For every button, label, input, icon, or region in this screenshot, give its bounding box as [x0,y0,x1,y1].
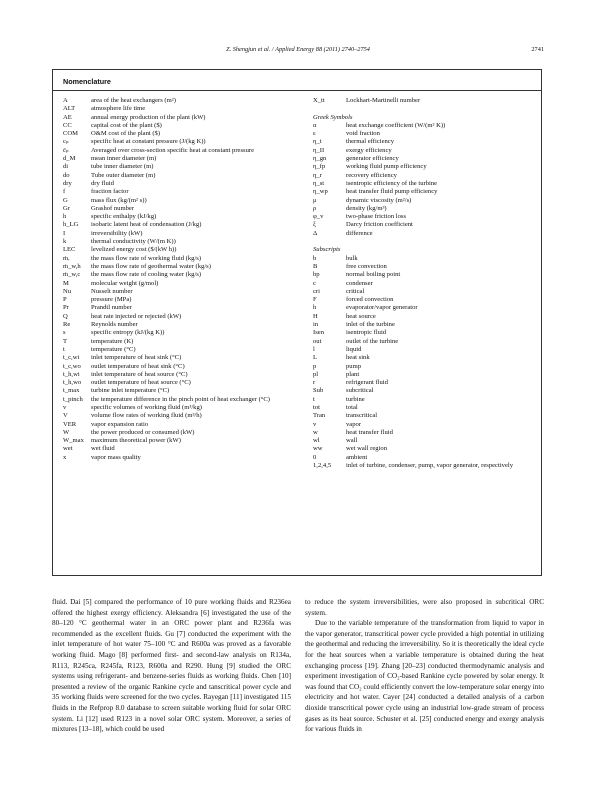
nomenclature-entry [313,363,535,371]
entry-definition: evaporator/vapor generator [346,304,418,312]
entry-symbol: M [63,279,69,287]
entry-symbol: P [63,296,67,304]
entry-definition: outlet temperature of heat sink (°C) [91,362,185,370]
right-top-list [313,97,535,105]
entry-symbol: LEC [63,246,76,254]
page-number: 2741 [531,46,544,53]
entry-definition: capital cost of the plant ($) [91,121,162,129]
entry-symbol: v [313,420,317,428]
nomenclature-entry [313,205,535,213]
entry-definition: forced convection [346,296,394,304]
nomenclature-entry [63,122,315,130]
body-text-right-column [305,597,544,735]
entry-definition: Prandtl number [91,304,132,312]
entry-definition: area of the heat exchangers (m²) [91,97,176,104]
nomenclature-entry [63,138,315,146]
entry-definition: turbine [346,395,365,403]
entry-symbol: k [63,238,67,246]
entry-symbol: t_h,wo [63,379,82,387]
nomenclature-entry [313,271,535,279]
entry-symbol: Sub [313,387,324,395]
entry-definition: temperature (K) [91,337,134,345]
entry-symbol: t_pinch [63,395,83,403]
entry-definition: vapor mass quality [91,453,141,461]
nomenclature-entry [63,363,315,371]
entry-definition: void fraction [346,130,380,138]
entry-definition: inlet of turbine, condenser, pump, vapor generator, respectively [346,462,514,470]
entry-definition: pressure (MPa) [91,296,132,304]
entry-definition: annual energy production of the plant (kW) [91,113,206,121]
entry-symbol: b [313,254,317,262]
entry-definition: molecular weight (g/mol) [91,279,159,287]
entry-definition: dry fluid [91,179,114,187]
entry-definition: outlet of the turbine [346,337,399,345]
entry-definition: Tube outer diameter (m) [91,171,156,179]
nomenclature-entry [313,396,535,404]
entry-symbol: 1,2,4,5 [313,462,332,470]
entry-definition: recovery efficiency [346,171,397,179]
entry-definition: total [346,403,358,411]
entry-symbol: s [63,329,66,337]
journal-citation: Z. Shengjun et al. / Applied Energy 88 (2011) 2740–2754 [226,46,370,53]
entry-symbol: ṁᵣ [63,254,70,262]
entry-symbol: v [63,403,67,411]
nomenclature-entry [313,412,535,420]
entry-symbol: Isen [313,329,324,337]
entry-symbol: cₚ [63,138,69,146]
entry-symbol: t [63,345,65,353]
nomenclature-entry [63,97,315,105]
entry-definition: Lockhart-Martinelli number [346,97,421,104]
entry-definition: subcritical [346,387,374,395]
entry-definition: irreversibility (kW) [91,229,143,237]
entry-definition: critical [346,287,365,295]
entry-definition: specific entropy (kJ/(kg K)) [91,329,165,337]
entry-definition: heat exchange coefficient (W/(m² K)) [346,121,446,129]
nomenclature-entry [313,437,535,445]
entry-symbol: wet [63,445,73,453]
entry-definition: inlet of the turbine [346,321,395,329]
entry-definition: dynamic viscosity (m²/s) [346,196,412,204]
entry-symbol: t [313,395,315,403]
nomenclature-entry [63,105,315,113]
subscripts-list [313,255,535,471]
entry-symbol: Q [63,312,68,320]
nomenclature-entry [313,346,535,354]
spacer [313,238,535,246]
nomenclature-entry [313,354,535,362]
nomenclature-entry [313,379,535,387]
entry-definition: levelized energy cost ($/(kW h)) [91,246,177,254]
nomenclature-entry [313,221,535,229]
nomenclature-entry [63,255,315,263]
entry-definition: turbine inlet temperature (°C) [91,387,170,395]
nomenclature-entry [313,163,535,171]
entry-symbol: ALT [63,105,76,113]
entry-definition: ambient [346,453,368,461]
nomenclature-entry [63,172,315,180]
nomenclature-entry [313,147,535,155]
entry-definition: transcritical [346,412,378,420]
nomenclature-entry [313,304,535,312]
entry-definition: difference [346,229,373,237]
entry-definition: pump [346,362,362,370]
entry-symbol: A [63,97,68,104]
entry-symbol: B [313,262,318,270]
nomenclature-entry [63,454,315,462]
entry-symbol: X_tt [313,97,325,104]
nomenclature-entry [63,246,315,254]
entry-definition: tube inner diameter (m) [91,163,154,171]
entry-definition: bulk [346,254,358,262]
entry-definition: specific heat at constant pressure (J/(kg K)) [91,138,206,146]
nomenclature-entry [313,313,535,321]
entry-symbol: f [63,188,66,196]
nomenclature-entry [63,379,315,387]
entry-symbol: W_max [63,437,84,445]
entry-definition: mass flux (kg/(m² s)) [91,196,147,204]
entry-symbol: VER [63,420,77,428]
nomenclature-entry [313,404,535,412]
entry-symbol: c [313,279,316,287]
nomenclature-entry [63,180,315,188]
nomenclature-entry [313,296,535,304]
nomenclature-entry [63,429,315,437]
nomenclature-entry [313,429,535,437]
entry-definition: heat rate injected or rejected (kW) [91,312,182,320]
nomenclature-entry [313,213,535,221]
nomenclature-entry [313,462,535,470]
entry-symbol: AE [63,113,72,121]
entry-symbol: t_h,wi [63,370,80,378]
entry-symbol: η_gn [313,155,327,163]
nomenclature-box [52,69,542,576]
nomenclature-right-column [313,97,535,470]
entry-symbol: ṁ_w,c [63,271,81,279]
nomenclature-entry [63,221,315,229]
entry-symbol: r [313,379,316,387]
entry-symbol: μ [313,196,317,204]
nomenclature-entry [63,412,315,420]
entry-definition: inlet temperature of heat source (°C) [91,370,188,378]
nomenclature-entry [63,114,315,122]
entry-symbol: G [63,196,68,204]
entry-definition: the power produced or consumed (kW) [91,428,195,436]
nomenclature-entry [313,263,535,271]
entry-symbol: Δ [313,229,318,237]
nomenclature-entry [313,445,535,453]
body-paragraph: Due to the variable temperature of the transformation from liquid to vapor in the vapor generator, transcritical power cycle provided a high potential in utilizing the geothermal and reducing the irreversibility. So it is theoretically the ideal cycle for the heat sources when a variable temperature is obtained during the heat exchanging process [19]. Zhang [20–23] conducted thermodynamic analysis and experiment investigation of CO₂-based Rankine cycle powered by solar energy. It was found that CO₂ could efficiently convert the low-temperature solar energy into electricity and hot water. Cayer [24] conducted a detailed analysis of a carbon dioxide transcritical power cycle using an industrial low-grade stream of process gases as its heat source. Schuster et al. [25] conducted energy and exergy analysis for various fluids in [305,619,544,734]
subscripts-heading: Subscripts [313,246,341,254]
spacer [313,105,535,113]
nomenclature-entry [63,387,315,395]
entry-definition: density (kg/m³) [346,204,387,212]
entry-symbol: W [63,428,70,436]
entry-symbol: Tran [313,412,326,420]
nomenclature-entry [313,188,535,196]
entry-symbol: 0 [313,453,317,461]
nomenclature-entry [63,230,315,238]
entry-symbol: h_LG [63,221,79,229]
entry-symbol: x [63,453,67,461]
entry-definition: wall [346,437,358,445]
nomenclature-entry [63,147,315,155]
entry-symbol: Nu [63,287,72,295]
entry-symbol: η_wp [313,188,328,196]
nomenclature-entry [313,329,535,337]
entry-definition: fraction factor [91,188,129,196]
entry-definition: isentropic fluid [346,329,387,337]
entry-symbol: l [313,345,315,353]
entry-definition: isentropic efficiency of the turbine [346,179,438,187]
entry-symbol: ṁ_w,h [63,262,81,270]
entry-definition: heat transfer fluid [346,428,393,436]
entry-symbol: p [313,362,317,370]
entry-symbol: pl [313,370,319,378]
nomenclature-entry [313,138,535,146]
entry-definition: isobaric latent heat of condensation (J/kg) [91,221,202,229]
nomenclature-left-column [63,97,315,462]
entry-definition: Averaged over cross-section specific heat at constant pressure [91,146,255,154]
entry-symbol: ε [313,130,316,138]
nomenclature-entry [63,329,315,337]
entry-symbol: T [63,337,68,345]
nomenclature-entry [63,404,315,412]
nomenclature-entry [313,122,535,130]
nomenclature-entry [63,155,315,163]
nomenclature-entry [313,371,535,379]
entry-symbol: V [63,412,68,420]
entry-definition: working fluid pump efficiency [346,163,427,171]
nomenclature-entry [313,454,535,462]
entry-definition: heat sink [346,354,370,362]
entry-definition: outlet temperature of heat source (°C) [91,379,191,387]
entry-symbol: COM [63,130,79,138]
entry-symbol: η_fp [313,163,326,171]
nomenclature-entry [63,163,315,171]
nomenclature-entry [63,445,315,453]
nomenclature-entry [63,296,315,304]
nomenclature-entry [313,288,535,296]
nomenclature-title: Nomenclature [63,77,111,86]
entry-symbol: η_t [313,138,322,146]
entry-symbol: η_II [313,146,325,154]
nomenclature-entry [63,354,315,362]
entry-definition: thermal conductivity (W/(m K)) [91,238,176,246]
nomenclature-entry [63,437,315,445]
entry-definition: O&M cost of the plant ($) [91,130,161,138]
entry-definition: specific volumes of working fluid (m³/kg) [91,403,202,411]
entry-definition: mean inner diameter (m) [91,155,157,163]
entry-symbol: I [63,229,66,237]
entry-symbol: Pr [63,304,69,312]
entry-symbol: cri [313,287,320,295]
nomenclature-entry [63,188,315,196]
entry-symbol: c̄ₚ [63,146,69,154]
entry-symbol: d_M [63,155,76,163]
entry-symbol: CC [63,121,72,129]
entry-symbol: L [313,354,318,362]
entry-symbol: do [63,171,70,179]
nomenclature-entry [313,321,535,329]
entry-definition: the temperature difference in the pinch point of heat exchanger (°C) [91,395,271,403]
entry-definition: heat transfer fluid pump efficiency [346,188,438,196]
body-text-left-column [52,597,291,735]
entry-symbol: φ_v [313,213,324,221]
entry-definition: atmosphere life time [91,105,146,113]
entry-symbol: Gr [63,204,70,212]
nomenclature-entry [63,238,315,246]
nomenclature-entry [63,288,315,296]
nomenclature-entry [63,280,315,288]
entry-definition: heat source [346,312,376,320]
nomenclature-entry [313,280,535,288]
entry-definition: volume flow rates of working fluid (m³/h) [91,412,202,420]
entry-definition: the mass flow rate of geothermal water (kg/s) [91,262,211,270]
entry-definition: normal boiling point [346,271,401,279]
nomenclature-entry [313,197,535,205]
entry-symbol: in [313,321,319,329]
entry-definition: thermal efficiency [346,138,395,146]
nomenclature-entry [63,304,315,312]
nomenclature-entry [313,155,535,163]
greek-symbols-heading: Greek Symbols [313,113,353,121]
entry-definition: wet fluid [91,445,115,453]
nomenclature-entry [63,346,315,354]
nomenclature-entry [63,213,315,221]
entry-definition: specific enthalpy (kJ/kg) [91,213,157,221]
nomenclature-entry [63,130,315,138]
entry-definition: two-phase friction loss [346,213,407,221]
nomenclature-entry [313,180,535,188]
nomenclature-entry [63,421,315,429]
entry-definition: free convection [346,262,387,270]
entry-definition: generator efficiency [346,155,399,163]
entry-definition: Darcy friction coefficient [346,221,413,229]
body-paragraph: fluid. Dai [5] compared the performance of 10 pure working fluids and R236ea offered the highest exergy efficiency. Aleksandra [6] investigated the use of the 80–120 °C geothermal water in an ORC power plant and R236fa was recommended as the excellent fluids. Gu [7] conducted the experiment with the inlet temperature of hot water 75–100 °C and R600a was proved as a favorable working fluid. Mago [8] performed first- and second-law analysis on R134a, R113, R245ca, R245fa, R123, R600a and R290. Hung [9] studied the ORC systems using refrigerant- and benzene-series fluids as working fluids. Chen [10] presented a review of the organic Rankine cycle and tanscritical power cycle and 35 working fluids were screened for the two cycles. Rayegan [11] investigated 115 fluids in the Refprop 8.0 database to screen suitable working fluid for solar ORC system. Li [12] used R123 in a novel solar ORC system. Moreover, a series of mixtures [13–18], which could be used [52,598,291,734]
body-paragraph: to reduce the system irreversibilities, were also proposed in subcritical ORC system. [305,598,544,617]
nomenclature-entry [313,421,535,429]
entry-symbol: tot [313,403,320,411]
nomenclature-entry [313,97,535,105]
nomenclature-entry [313,338,535,346]
entry-symbol: η_st [313,179,325,187]
entry-symbol: F [313,296,317,304]
entry-symbol: w [313,428,318,436]
entry-definition: Reynolds number [91,321,138,329]
entry-symbol: t_max [63,387,80,395]
entry-symbol: t_c,wo [63,362,81,370]
nomenclature-entry [63,321,315,329]
entry-symbol: Re [63,321,71,329]
nomenclature-entry [63,271,315,279]
entry-definition: plant [346,370,360,378]
nomenclature-entry [313,172,535,180]
entry-definition: inlet temperature of heat sink (°C) [91,354,182,362]
entry-definition: the mass flow rate of cooling water (kg/s) [91,271,202,279]
running-header [52,46,544,58]
nomenclature-entry [63,197,315,205]
entry-definition: liquid [346,345,362,353]
entry-symbol: α [313,121,317,129]
entry-symbol: ρ [313,204,317,212]
entry-definition: temperature (°C) [91,345,136,353]
nomenclature-entry [313,130,535,138]
entry-symbol: H [313,312,318,320]
nomenclature-entry [63,313,315,321]
nomenclature-entry [63,371,315,379]
greek-symbols-list [313,122,535,238]
entry-symbol: h [313,304,317,312]
entry-symbol: t_c,wi [63,354,80,362]
nomenclature-divider [53,90,541,91]
entry-definition: vapor [346,420,362,428]
entry-symbol: h [63,213,67,221]
entry-symbol: wl [313,437,320,445]
entry-definition: refrigerant fluid [346,379,388,387]
entry-definition: Grashof number [91,204,135,212]
entry-definition: the mass flow rate of working fluid (kg/s) [91,254,202,262]
nomenclature-entry [313,387,535,395]
entry-definition: vapor expansion ratio [91,420,149,428]
nomenclature-entry [63,205,315,213]
nomenclature-entry [63,263,315,271]
entry-symbol: η_r [313,171,322,179]
nomenclature-entry [63,338,315,346]
entry-symbol: dry [63,179,72,187]
entry-definition: Nusselt number [91,287,133,295]
entry-definition: condenser [346,279,373,287]
nomenclature-entry [63,396,315,404]
entry-definition: exergy efficiency [346,146,392,154]
entry-symbol: bp [313,271,320,279]
entry-definition: maximum theoretical power (kW) [91,437,181,445]
entry-definition: wet wall region [346,445,388,453]
entry-symbol: out [313,337,322,345]
nomenclature-entry [313,230,535,238]
nomenclature-entry [313,255,535,263]
entry-symbol: ww [313,445,323,453]
entry-symbol: di [63,163,69,171]
entry-symbol: ξ [313,221,316,229]
